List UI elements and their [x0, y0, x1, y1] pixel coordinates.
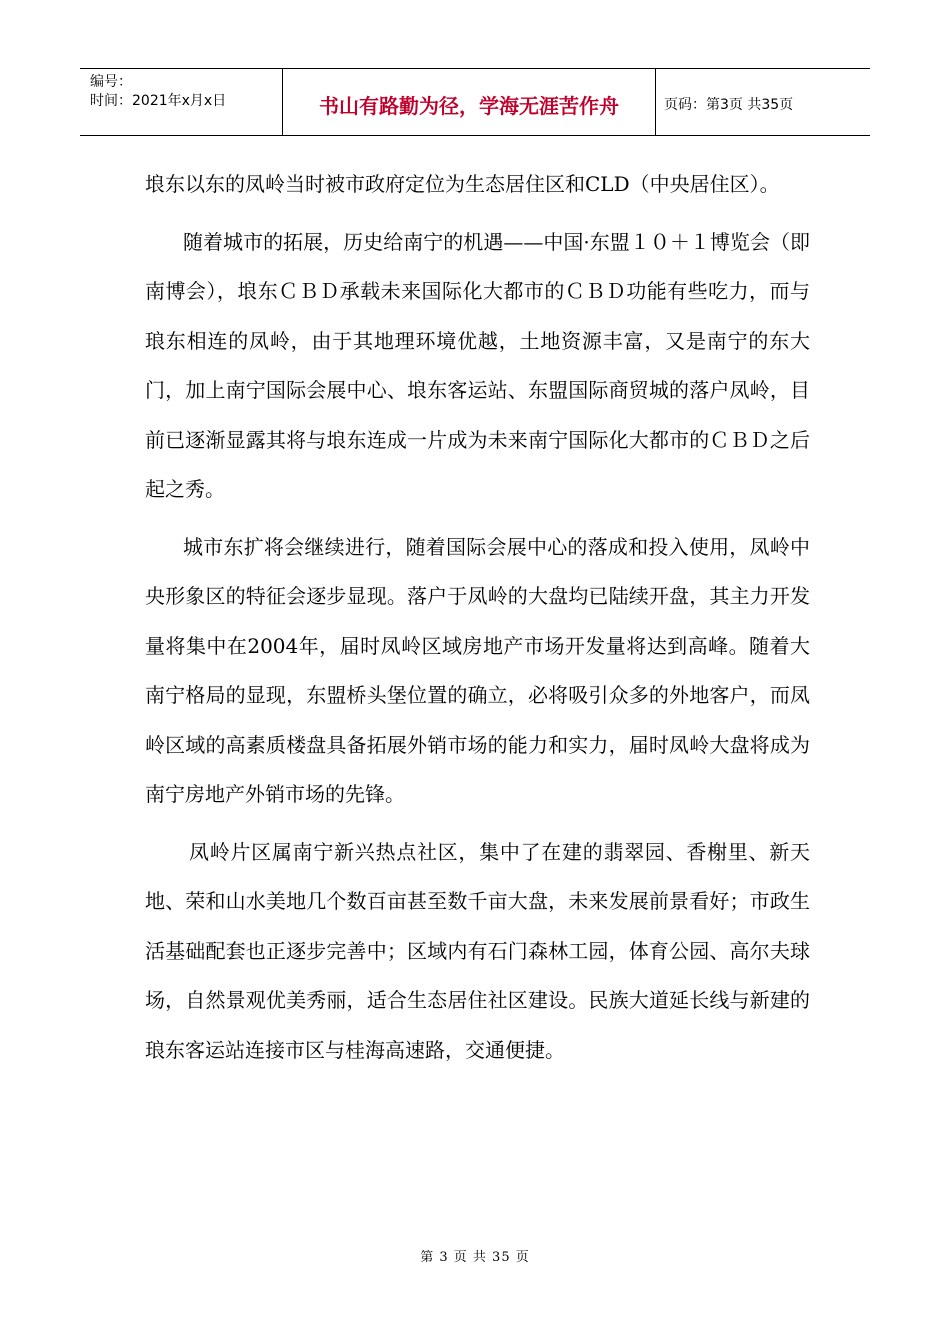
page-label: 页码：第3页 共35页	[664, 97, 794, 113]
page-header	[80, 68, 870, 136]
paragraph-1: 埌东以东的凤岭当时被市政府定位为生态居住区和CLD（中央居住区）。	[145, 172, 780, 196]
footer-page-number: 第 3 页 共 35 页	[420, 1250, 530, 1265]
header-meta-cell	[80, 69, 283, 135]
number-label: 编号：	[90, 74, 132, 90]
document-body	[145, 160, 810, 1075]
page-footer	[0, 1246, 950, 1265]
header-page-cell	[656, 69, 870, 135]
paragraph-2: 随着城市的拓展，历史给南宁的机遇——中国·东盟１０＋１博览会（即南博会），埌东ＣＢＤ承载未来国际化大都市的ＣＢＤ功能有些吃力，而与琅东相连的凤岭，由于其地理环境优越，土地资源丰富，又是南宁的东大门，加上南宁国际会展中心、埌东客运站、东盟国际商贸城的落户凤岭，目前已逐渐显露其将与埌东连成一片成为未来南宁国际化大都市的ＣＢＤ之后起之秀。	[145, 229, 810, 501]
motto-text: 书山有路勤为径，学海无涯苦作舟	[319, 93, 619, 118]
paragraph-3: 城市东扩将会继续进行，随着国际会展中心的落成和投入使用，凤岭中央形象区的特征会逐步显现。落户于凤岭的大盘均已陆续开盘，其主力开发量将集中在2004年，届时凤岭区域房地产市场开发量将达到高峰。随着大南宁格局的显现，东盟桥头堡位置的确立，必将吸引众多的外地客户，而凤岭区域的高素质楼盘具备拓展外销市场的能力和实力，届时凤岭大盘将成为南宁房地产外销市场的先锋。	[145, 534, 810, 806]
header-motto-cell	[283, 69, 656, 135]
time-label: 时间：2021年x月x日	[90, 93, 227, 109]
paragraph-4: 凤岭片区属南宁新兴热点社区，集中了在建的翡翠园、香榭里、新天地、荣和山水美地几个数百亩甚至数千亩大盘，未来发展前景看好；市政生活基础配套也正逐步完善中；区域内有石门森林工园，体育公园、高尔夫球场，自然景观优美秀丽，适合生态居住社区建设。民族大道延长线与新建的琅东客运站连接市区与桂海高速路，交通便捷。	[145, 839, 810, 1062]
